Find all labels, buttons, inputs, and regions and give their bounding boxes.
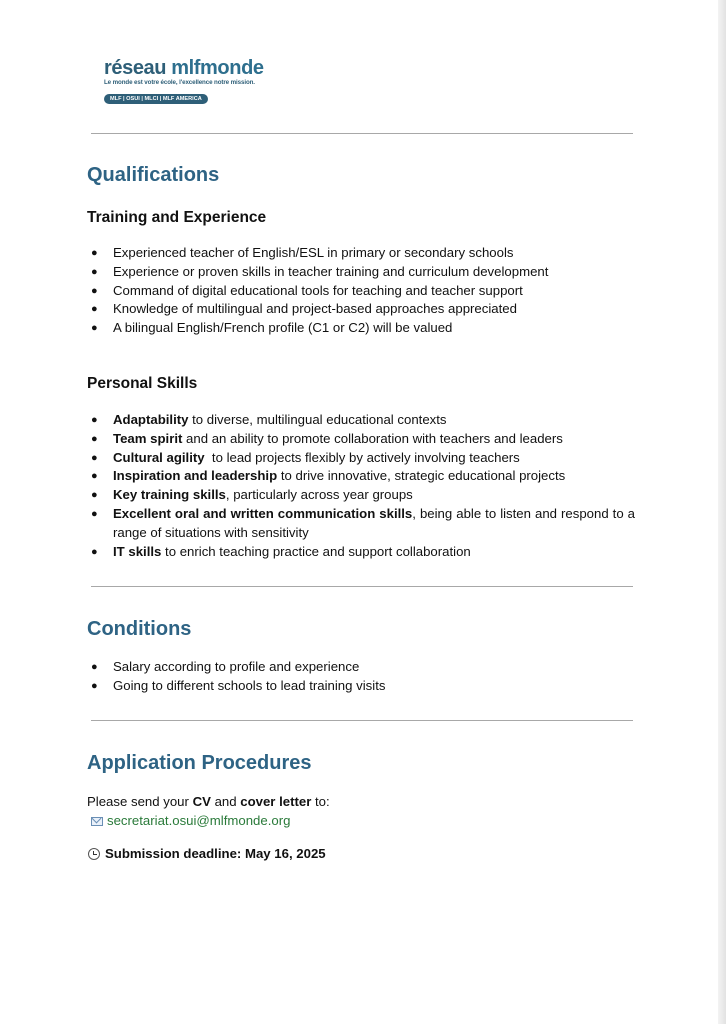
logo-tagline: Le monde est votre école, l'excellence notre mission. <box>104 79 255 86</box>
bullet-dot: ● <box>91 303 98 316</box>
divider <box>91 720 633 721</box>
bullet-dot: ● <box>91 545 98 558</box>
bullet-dot: ● <box>91 432 98 445</box>
logo-title-part1: réseau <box>104 57 172 79</box>
personal-skills-list <box>87 411 635 561</box>
training-experience-heading: Training and Experience <box>87 209 267 226</box>
list-item: ● Command of digital educational tools for teaching and teacher support <box>87 282 635 301</box>
bullet-dot: ● <box>91 661 98 673</box>
cv-label: CV <box>192 794 211 809</box>
conditions-heading: Conditions <box>87 618 192 640</box>
page-edge-shadow <box>718 0 726 1024</box>
application-instructions: Please send your CV and cover letter to: <box>87 794 330 809</box>
deadline-line <box>88 845 326 863</box>
clock-icon <box>88 848 100 860</box>
divider <box>91 133 633 134</box>
bullet-dot: ● <box>91 679 98 692</box>
list-item: ● A bilingual English/French profile (C1 or C2) will be valued <box>87 319 635 338</box>
application-email-line <box>91 812 290 830</box>
logo-title-part2: mlfmonde <box>171 57 264 79</box>
bullet-dot: ● <box>91 507 98 520</box>
list-item: ● Experienced teacher of English/ESL in primary or secondary schools <box>87 244 635 263</box>
qualifications-heading: Qualifications <box>87 164 220 186</box>
list-item: ● IT skills to enrich teaching practice and support collaboration <box>87 543 635 562</box>
conditions-list <box>87 658 635 696</box>
bullet-dot: ● <box>91 489 98 502</box>
list-item: ● Team spirit and an ability to promote collaboration with teachers and leaders <box>87 430 635 449</box>
bullet-dot: ● <box>91 451 98 464</box>
list-item: ● Experience or proven skills in teacher training and curriculum development <box>87 263 635 282</box>
list-item: ● Adaptability to diverse, multilingual educational contexts <box>87 411 635 430</box>
reseau-mlfmonde-logo <box>104 58 264 105</box>
bullet-dot: ● <box>91 322 98 335</box>
envelope-icon <box>91 817 103 826</box>
bullet-dot: ● <box>91 284 98 297</box>
list-item: ● Going to different schools to lead training visits <box>87 677 635 696</box>
list-item: ● Cultural agility to lead projects flexibly by actively involving teachers <box>87 449 635 468</box>
logo-title <box>104 58 264 78</box>
application-procedures-heading: Application Procedures <box>87 752 312 774</box>
divider <box>91 586 633 587</box>
cover-letter-label: cover letter <box>240 794 312 809</box>
personal-skills-heading: Personal Skills <box>87 375 198 392</box>
list-item: ● Key training skills, particularly across year groups <box>87 486 635 505</box>
list-item: ● Inspiration and leadership to drive innovative, strategic educational projects <box>87 467 635 486</box>
bullet-dot: ● <box>91 414 98 426</box>
submission-deadline: Submission deadline: May 16, 2025 <box>105 846 326 861</box>
list-item: ● Knowledge of multilingual and project-based approaches appreciated <box>87 300 635 319</box>
bullet-dot: ● <box>91 470 98 483</box>
training-experience-list <box>87 244 635 338</box>
bullet-dot: ● <box>91 247 98 259</box>
bullet-dot: ● <box>91 265 98 278</box>
list-item: ● Excellent oral and written communication skills, being able to listen and respond to a range of situations with sensitivity <box>91 505 636 540</box>
logo-networks-badge: MLF | OSUI | MLCI | MLF AMERICA <box>104 94 208 104</box>
application-email-link[interactable]: secretariat.osui@mlfmonde.org <box>107 813 291 828</box>
list-item: ● Salary according to profile and experience <box>87 658 635 677</box>
